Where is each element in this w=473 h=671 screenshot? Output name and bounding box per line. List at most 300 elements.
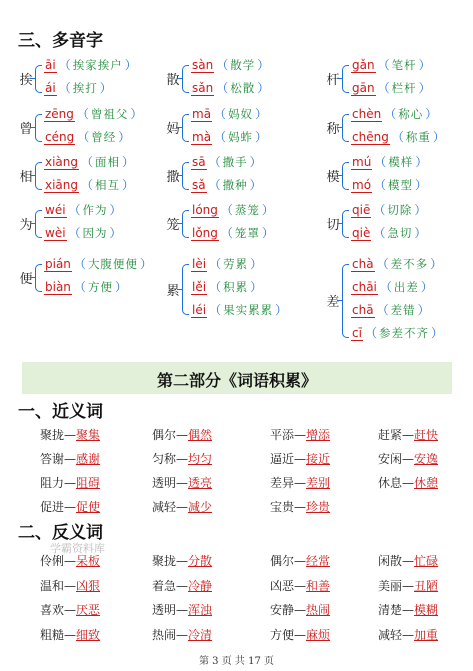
pinyin: chēng [352,130,389,144]
paren-close: ） [415,178,428,192]
word: 赶紧 [378,428,403,442]
pinyin: cī [352,326,362,340]
answer-word: 阻碍 [76,476,101,490]
word: 伶俐 [40,554,65,568]
example-word: 作为 [82,203,108,217]
word: 逼近 [270,452,295,466]
dash: — [176,500,189,514]
example-word: 相互 [95,178,121,192]
brace-tick [30,127,35,128]
reading-line [351,254,444,274]
paren-close: ） [250,257,263,271]
antonym-pair [270,601,330,618]
example-word: 称重 [405,130,431,144]
example-word: 栏杆 [391,81,417,95]
dash: — [176,627,189,642]
dash: — [294,554,307,568]
synonym-pair [270,450,330,467]
example-word: 挨家挨户 [72,58,123,72]
polyphone-block [325,152,473,198]
pinyin: xiāng [45,178,79,192]
pinyin: zēng [45,107,74,121]
word: 答谢 [40,452,65,466]
word: 减轻 [152,500,177,514]
paren-open: （ [81,178,94,192]
word: 凶恶 [270,578,295,593]
paren-close: ） [109,203,122,217]
word: 喜欢 [40,603,65,617]
paren-open: （ [214,107,227,121]
paren-open: （ [77,130,90,144]
brace [35,264,42,292]
brace-tick [177,223,182,224]
dash: — [402,578,415,593]
dash: — [294,578,307,593]
reading-line [351,78,433,98]
word: 聚拢 [40,428,65,442]
paren-close: ） [418,81,431,95]
brace-tick [337,78,342,79]
synonym-pair [152,474,212,491]
word: 平添 [270,428,295,442]
polyphone-block [18,254,168,300]
reading-line [191,277,264,297]
answer-word: 减少 [188,500,213,514]
reading-line [351,223,428,243]
polyphone-block [325,200,473,246]
reading-line [351,323,445,343]
dash: — [294,500,307,514]
example-word: 撒手 [222,155,248,169]
example-word: 出差 [393,280,419,294]
example-word: 模样 [388,155,414,169]
reading-line [44,104,144,124]
reading-line [351,300,432,320]
paren-open: （ [384,107,397,121]
pinyin: sàn [192,58,214,72]
paren-close: ） [118,130,131,144]
example-word: 模型 [388,178,414,192]
dash: — [294,603,307,617]
word: 着急 [152,578,177,593]
answer-word: 增添 [306,428,331,442]
brace-tick [177,289,182,290]
antonym-pair [152,626,212,643]
example-word: 参差不齐 [378,326,429,340]
example-word: 松散 [230,81,256,95]
word: 美丽 [378,578,403,593]
example-word: 曾经 [91,130,117,144]
brace-tick [177,127,182,128]
dash: — [64,554,77,568]
polyphone-char: 撒 [166,170,180,185]
brace-tick [177,175,182,176]
paren-close: ） [124,58,137,72]
answer-word: 凶狠 [76,578,101,593]
paren-open: （ [220,203,233,217]
dash: — [176,603,189,617]
synonym-pair [270,498,330,515]
answer-word: 赶快 [414,428,439,442]
antonym-pair [40,577,100,594]
paren-close: ） [261,203,274,217]
dash: — [402,452,415,466]
dash: — [402,627,415,642]
paren-close: ） [114,280,127,294]
polyphone-block [18,104,168,150]
word: 透明 [152,476,177,490]
paren-open: （ [374,178,387,192]
word: 方便 [270,627,295,642]
example-word: 称心 [398,107,424,121]
synonym-pair [40,426,100,443]
paren-close: ） [275,303,288,317]
paren-open: （ [376,257,389,271]
polyphone-block [325,55,473,101]
paren-open: （ [73,257,86,271]
word: 清楚 [378,603,403,617]
paren-open: （ [68,226,81,240]
example-word: 因为 [82,226,108,240]
paren-open: （ [373,226,386,240]
reading-line [44,277,129,297]
antonym-pair [152,601,212,618]
answer-word: 经常 [306,554,331,568]
example-word: 挨打 [72,81,98,95]
pinyin: céng [45,130,75,144]
paren-open: （ [76,107,89,121]
polyphone-char: 散 [166,73,180,88]
dash: — [176,428,189,442]
paren-open: （ [81,155,94,169]
reading-line [44,78,114,98]
paren-close: ） [249,178,262,192]
paren-close: ） [255,107,268,121]
polyphone-char: 为 [19,218,33,233]
brace-tick [337,300,342,301]
pinyin: mà [192,130,212,144]
reading-line [191,55,271,75]
synonym-pair [378,474,438,491]
brace [182,210,189,238]
part2-banner [22,362,452,394]
example-word: 劳累 [223,257,249,271]
pinyin: gān [352,81,375,95]
section-title-synonyms: 一、近义词 [18,402,103,422]
polyphone-block [18,152,168,198]
word: 温和 [40,578,65,593]
paren-close: ） [122,178,135,192]
paren-open: （ [391,130,404,144]
brace-tick [337,223,342,224]
pinyin: wéi [45,203,66,217]
antonym-pair [270,577,330,594]
brace-tick [177,78,182,79]
paren-open: （ [58,58,71,72]
synonym-pair [40,450,100,467]
reading-line [191,200,276,220]
antonym-pair [270,552,330,569]
dash: — [64,578,77,593]
reading-line [351,152,429,172]
brace [342,65,349,93]
dash: — [294,627,307,642]
synonym-pair [270,426,330,443]
answer-word: 感谢 [76,452,101,466]
reading-line [44,254,154,274]
antonym-pair [378,626,438,643]
reading-line [191,175,264,195]
polyphone-block [165,200,315,246]
word: 促进 [40,500,65,514]
paren-close: ） [430,257,443,271]
answer-word: 细致 [76,627,101,642]
word: 差异 [270,476,295,490]
word: 休息 [378,476,403,490]
polyphone-char: 曾 [19,122,33,137]
reading-line [191,300,289,320]
answer-word: 呆板 [76,554,101,568]
pinyin: mú [352,155,372,169]
brace-tick [30,78,35,79]
reading-line [351,200,428,220]
word: 减轻 [378,627,403,642]
example-word: 蒸笼 [234,203,260,217]
polyphone-block [165,254,315,323]
dash: — [64,603,77,617]
paren-close: ） [250,280,263,294]
word: 匀称 [152,452,177,466]
pinyin: ái [45,81,56,95]
section-title-polyphones: 三、多音字 [18,31,103,51]
paren-open: （ [376,303,389,317]
answer-word: 忙碌 [414,554,439,568]
pinyin: lěi [192,280,207,294]
paren-close: ） [255,130,268,144]
paren-open: （ [364,326,377,340]
word: 粗糙 [40,627,65,642]
answer-word: 丑陋 [414,578,439,593]
paren-open: （ [73,280,86,294]
example-word: 笼罩 [234,226,260,240]
word: 聚拢 [152,554,177,568]
reading-line [191,152,264,172]
reading-line [191,223,276,243]
pinyin: xiàng [45,155,79,169]
paren-close: ） [425,107,438,121]
example-word: 方便 [87,280,113,294]
reading-line [44,127,132,147]
paren-open: （ [377,58,390,72]
paren-close: ） [99,81,112,95]
answer-word: 浑浊 [188,603,213,617]
pinyin: mā [192,107,212,121]
reading-line [351,104,439,124]
brace [35,162,42,190]
brace [182,264,189,315]
synonym-pair [270,474,330,491]
answer-word: 促使 [76,500,101,514]
example-word: 妈蚱 [228,130,254,144]
answer-word: 厌恶 [76,603,101,617]
brace [182,114,189,142]
dash: — [64,476,77,490]
answer-word: 聚集 [76,428,101,442]
pinyin: qiē [352,203,371,217]
antonym-pair [378,552,438,569]
pinyin: sǎn [192,81,214,95]
polyphone-char: 切 [326,218,340,233]
polyphone-char: 妈 [166,122,180,137]
reading-line [191,104,269,124]
paren-open: （ [58,81,71,95]
paren-close: ） [430,326,443,340]
reading-line [44,175,136,195]
reading-line [351,175,429,195]
polyphone-block [165,55,315,101]
word: 宝贵 [270,500,295,514]
paren-open: （ [373,203,386,217]
pinyin: gǎn [352,58,375,72]
synonym-pair [378,450,438,467]
reading-line [351,277,435,297]
brace [342,162,349,190]
antonym-pair [40,601,100,618]
example-word: 切除 [387,203,413,217]
polyphone-block [165,104,315,150]
example-word: 妈奴 [228,107,254,121]
example-word: 急切 [387,226,413,240]
pinyin: léi [192,303,207,317]
reading-line [44,223,124,243]
answer-word: 加重 [414,627,439,642]
synonym-pair [378,426,438,443]
paren-open: （ [216,81,229,95]
pinyin: chāi [352,280,377,294]
synonym-pair [152,498,212,515]
pinyin: biàn [45,280,71,294]
word: 闲散 [378,554,403,568]
word: 透明 [152,603,177,617]
polyphone-char: 称 [326,122,340,137]
paren-close: ） [257,58,270,72]
polyphone-char: 笼 [166,218,180,233]
paren-open: （ [209,280,222,294]
paren-close: ） [415,155,428,169]
paren-open: （ [208,155,221,169]
example-word: 笔杆 [391,58,417,72]
brace-tick [337,127,342,128]
answer-word: 冷清 [188,627,213,642]
dash: — [64,428,77,442]
reading-line [191,254,264,274]
paren-close: ） [420,280,433,294]
dash: — [402,476,415,490]
answer-word: 热闹 [306,603,331,617]
dash: — [294,428,307,442]
polyphone-char: 挨 [19,73,33,88]
word: 安静 [270,603,295,617]
polyphone-block [325,254,473,346]
answer-word: 差别 [306,476,331,490]
paren-open: （ [214,130,227,144]
answer-word: 麻烦 [306,627,331,642]
paren-close: ） [414,226,427,240]
answer-word: 冷静 [188,578,213,593]
paren-close: ） [414,203,427,217]
antonym-pair [152,552,212,569]
reading-line [44,55,139,75]
reading-line [44,200,124,220]
answer-word: 接近 [306,452,331,466]
brace [182,162,189,190]
paren-close: ） [249,155,262,169]
polyphone-block [325,104,473,150]
synonym-pair [40,498,100,515]
dash: — [402,603,415,617]
antonym-pair [270,626,330,643]
antonym-pair [40,626,100,643]
polyphone-block [165,152,315,198]
dash: — [64,452,77,466]
pinyin: sǎ [192,178,206,192]
brace-tick [30,175,35,176]
answer-word: 和善 [306,578,331,593]
example-word: 曾祖父 [90,107,129,121]
paren-close: ） [261,226,274,240]
answer-word: 安逸 [414,452,439,466]
reading-line [351,127,447,147]
example-word: 大腹便便 [87,257,138,271]
synonym-pair [152,426,212,443]
answer-word: 透亮 [188,476,213,490]
paren-close: ） [130,107,143,121]
paren-open: （ [208,178,221,192]
antonym-pair [378,601,438,618]
dash: — [176,554,189,568]
brace-tick [30,223,35,224]
part2-banner-text: 第二部分《词语积累》 [156,371,317,390]
word: 偶尔 [152,428,177,442]
dash: — [176,452,189,466]
brace-tick [337,175,342,176]
brace [342,114,349,142]
dash: — [64,500,77,514]
word: 安闲 [378,452,403,466]
example-word: 面相 [95,155,121,169]
polyphone-char: 模 [326,170,340,185]
paren-open: （ [220,226,233,240]
paren-close: ） [257,81,270,95]
section-title-antonyms: 二、反义词 [18,523,103,543]
polyphone-char: 便 [19,272,33,287]
reading-line [191,78,271,98]
antonym-pair [378,577,438,594]
word: 阻力 [40,476,65,490]
dash: — [294,476,307,490]
pinyin: lǒng [192,226,218,240]
dash: — [402,428,415,442]
dash: — [64,627,77,642]
reading-line [351,55,433,75]
answer-word: 休憩 [414,476,439,490]
pinyin: chā [352,303,374,317]
answer-word: 模糊 [414,603,439,617]
synonym-pair [152,450,212,467]
polyphone-char: 相 [19,170,33,185]
example-word: 果实累累 [223,303,274,317]
watermark: 学霸资料库 [50,542,105,555]
